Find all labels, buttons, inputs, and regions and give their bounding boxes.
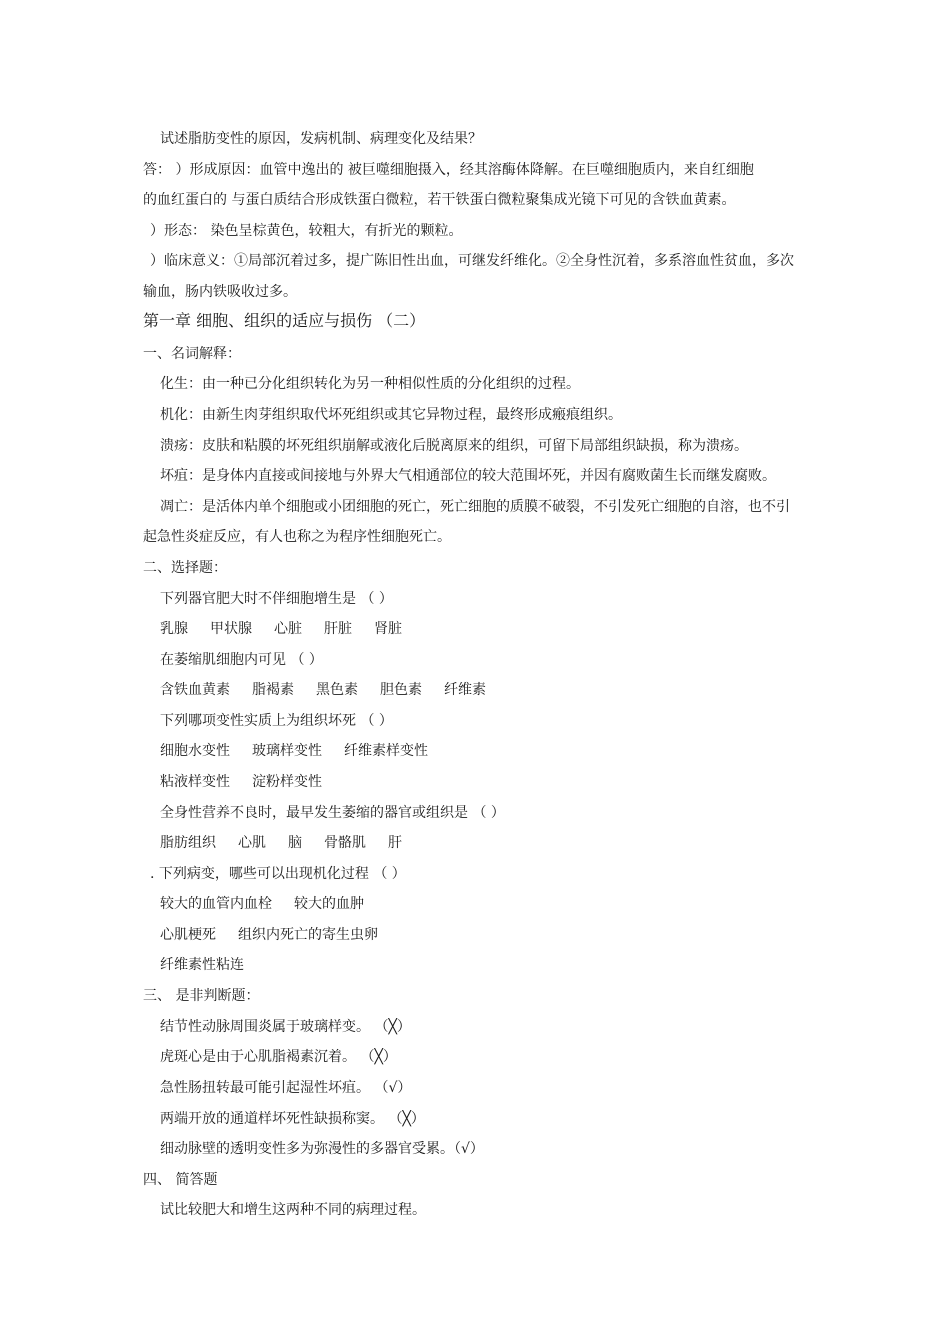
option-row [160,834,402,852]
question: 全身性营养不良时，最早发生萎缩的器官或组织是 （ ） [160,805,505,821]
option: 纤维素样变性 [344,743,428,759]
option: 心肌梗死 [160,927,216,943]
answer-line: 的血红蛋白的 与蛋白质结合形成铁蛋白微粒，若干铁蛋白微粒聚集成光镜下可见的含铁血黄素。 [143,192,736,208]
option: 脑 [288,835,302,851]
question: 在萎缩肌细胞内可见 （ ） [160,652,323,668]
option-row [160,773,322,791]
option: 较大的血管内血栓 [160,896,272,912]
option: 纤维素性粘连 [160,957,244,973]
option-row [160,956,244,974]
option: 甲状腺 [210,621,252,637]
option: 粘液样变性 [160,774,230,790]
definition-item: 化生：由一种已分化组织转化为另一种相似性质的分化组织的过程。 [160,376,580,392]
option-row [160,620,402,638]
answer-line: 答： ）形成原因：血管中逸出的 被巨噬细胞摄入，经其溶酶体降解。在巨噬细胞质内，来自红细胞 [143,162,754,178]
definition-item: 溃疡：皮肤和粘膜的坏死组织崩解或液化后脱离原来的组织，可留下局部组织缺损，称为溃疡。 [160,438,748,454]
judgement-item: 急性肠扭转最可能引起湿性坏疽。 （√） [160,1080,412,1096]
answer-line: ）临床意义：①局部沉着过多，提广陈旧性出血，可继发纤维化。②全身性沉着，多系溶血性贫血，多次 [150,253,794,269]
answer-line: 输血，肠内铁吸收过多。 [143,284,297,300]
question: . 下列病变，哪些可以出现机化过程 （ ） [150,866,406,882]
option: 肝 [388,835,402,851]
option-row [160,742,428,760]
option-row [160,681,486,699]
section-heading: 一、名词解释： [143,346,241,362]
judgement-item: 虎斑心是由于心肌脂褐素沉着。 （╳） [160,1049,397,1065]
option: 肝脏 [324,621,352,637]
definition-item: 机化：由新生肉芽组织取代坏死组织或其它异物过程，最终形成瘢痕组织。 [160,407,622,423]
section-heading: 三、 是非判断题： [143,988,260,1004]
question: 下列哪项变性实质上为组织坏死 （ ） [160,713,393,729]
option: 黑色素 [316,682,358,698]
option: 玻璃样变性 [252,743,322,759]
option: 细胞水变性 [160,743,230,759]
option-row [160,926,378,944]
judgement-item: 两端开放的通道样坏死性缺损称窦。 （╳） [160,1111,425,1127]
chapter-title: 第一章 细胞、组织的适应与损伤 （二） [143,311,426,330]
option: 组织内死亡的寄生虫卵 [238,927,378,943]
option: 脂肪组织 [160,835,216,851]
option-row [160,895,364,913]
question: 下列器官肥大时不伴细胞增生是 （ ） [160,591,393,607]
option: 心肌 [238,835,266,851]
section-heading: 四、 简答题 [143,1172,218,1188]
judgement-item: 结节性动脉周围炎属于玻璃样变。 （╳） [160,1019,411,1035]
option: 乳腺 [160,621,188,637]
definition-item: 坏疽：是身体内直接或间接地与外界大气相通部位的较大范围坏死，并因有腐败菌生长而继发腐败。 [160,468,776,484]
option: 骨骼肌 [324,835,366,851]
answer-line: ）形态： 染色呈棕黄色，较粗大，有折光的颗粒。 [150,223,463,239]
option: 含铁血黄素 [160,682,230,698]
option: 淀粉样变性 [252,774,322,790]
option: 肾脏 [374,621,402,637]
section-heading: 二、选择题： [143,560,227,576]
question-intro: 试述脂肪变性的原因，发病机制、病理变化及结果？ [160,131,482,147]
option: 纤维素 [444,682,486,698]
judgement-item: 细动脉壁的透明变性多为弥漫性的多器官受累。（√） [160,1141,484,1157]
definition-item: 凋亡：是活体内单个细胞或小团细胞的死亡，死亡细胞的质膜不破裂，不引发死亡细胞的自溶，也不引 [160,499,790,515]
option: 心脏 [274,621,302,637]
option: 脂褐素 [252,682,294,698]
short-answer-question: 试比较肥大和增生这两种不同的病理过程。 [160,1202,426,1218]
definition-item-continued: 起急性炎症反应，有人也称之为程序性细胞死亡。 [143,529,451,545]
option: 胆色素 [380,682,422,698]
option: 较大的血肿 [294,896,364,912]
